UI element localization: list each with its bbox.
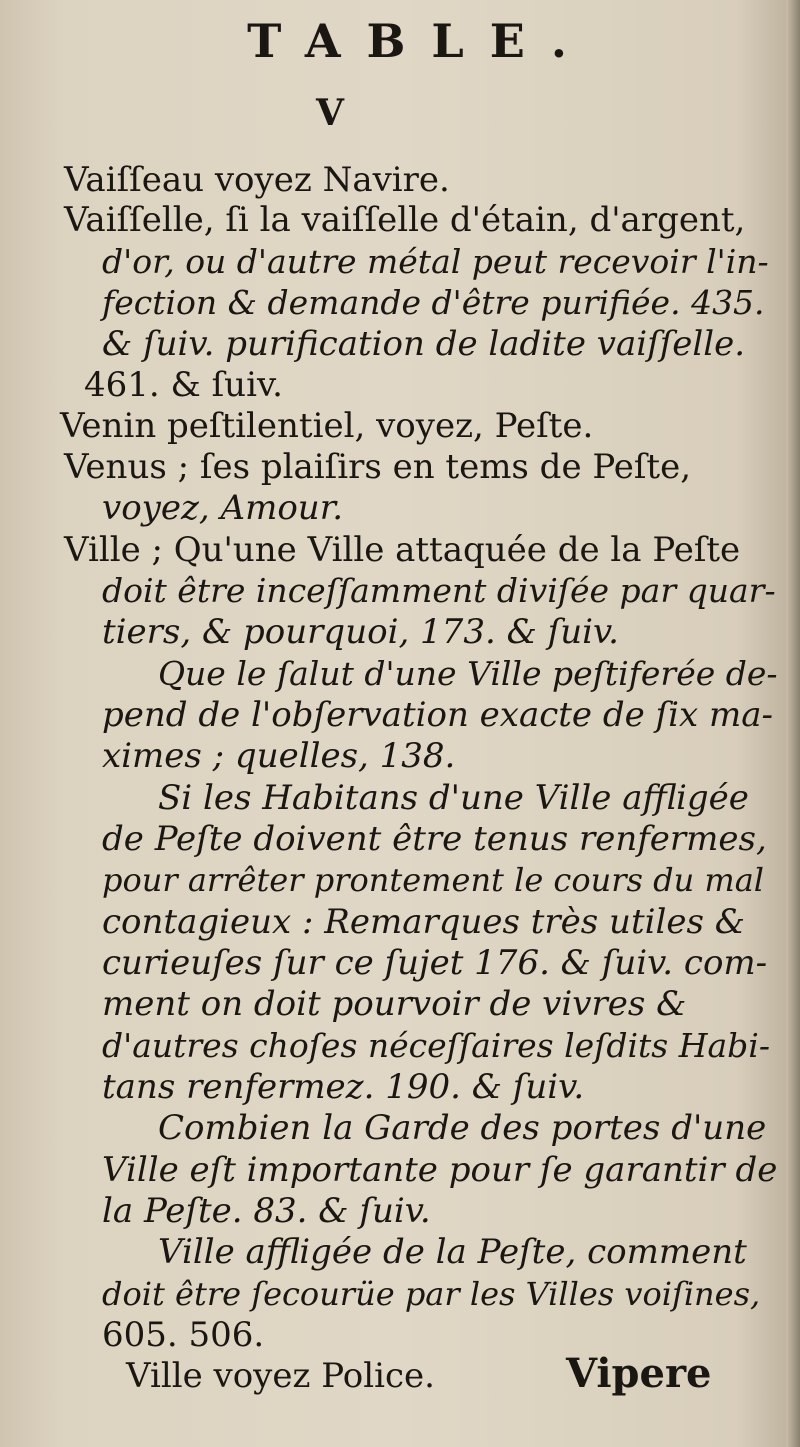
entry-line: doit être ſecourüe par les Villes voiſines, xyxy=(102,1275,761,1313)
entry-line: Venus ; ſes plaiſirs en tems de Peſte, xyxy=(64,447,692,487)
entry-line: & ſuiv. purification de ladite vaiſſelle. xyxy=(102,324,746,364)
entry-line: 605. 506. xyxy=(102,1315,265,1355)
entry-line: Que le ſalut d'une Ville peſtiferée de- xyxy=(158,654,778,693)
page-edge xyxy=(786,0,800,1447)
running-title: TABLE. xyxy=(247,14,593,68)
entry-line: ment on doit pourvoir de vivres & xyxy=(102,984,687,1024)
entry-line: pend de l'obſervation exacte de ſix ma- xyxy=(102,695,773,735)
entry-line: Ville ; Qu'une Ville attaquée de la Peſte xyxy=(64,530,741,570)
entry-line: curieuſes ſur ce ſujet 176. & ſuiv. com- xyxy=(102,943,768,983)
entry-line: de Peſte doivent être tenus renfermes, xyxy=(102,819,767,859)
section-letter: V xyxy=(316,92,344,134)
entry-line: la Peſte. 83. & ſuiv. xyxy=(102,1191,431,1231)
entry-line: Venin peſtilentiel, voyez, Peſte. xyxy=(60,406,594,446)
catchword: Vipere xyxy=(566,1350,712,1397)
entry-line: Ville affligée de la Peſte, comment xyxy=(158,1232,747,1272)
entry-line: voyez, Amour. xyxy=(102,488,344,528)
entry-line: Combien la Garde des portes d'une xyxy=(158,1108,767,1148)
entry-line: Vaiſſeau voyez Navire. xyxy=(64,160,450,200)
entry-line: Ville eſt importante pour ſe garantir de xyxy=(102,1150,778,1190)
entry-line: tans renfermez. 190. & ſuiv. xyxy=(102,1067,585,1107)
entry-line: d'autres choſes néceſſaires leſdits Habi- xyxy=(102,1026,771,1065)
entry-line: Ville voyez Police. xyxy=(126,1356,435,1396)
entry-line: doit être inceſſamment diviſée par quar- xyxy=(102,571,776,610)
entry-line: Vaiſſelle, ſi la vaiſſelle d'étain, d'argent, xyxy=(64,200,746,240)
entry-line: 461. & ſuiv. xyxy=(84,365,283,405)
entry-line: ximes ; quelles, 138. xyxy=(102,736,456,776)
entry-line: contagieux : Remarques très utiles & xyxy=(102,902,746,942)
entry-line: d'or, ou d'autre métal peut recevoir l'in- xyxy=(102,242,769,281)
entry-line: tiers, & pourquoi, 173. & ſuiv. xyxy=(102,612,619,652)
entry-line: Si les Habitans d'une Ville affligée xyxy=(158,778,749,818)
entry-line: fection & demande d'être purifiée. 435. xyxy=(102,283,765,322)
entry-line: pour arrêter prontement le cours du mal xyxy=(102,861,765,899)
